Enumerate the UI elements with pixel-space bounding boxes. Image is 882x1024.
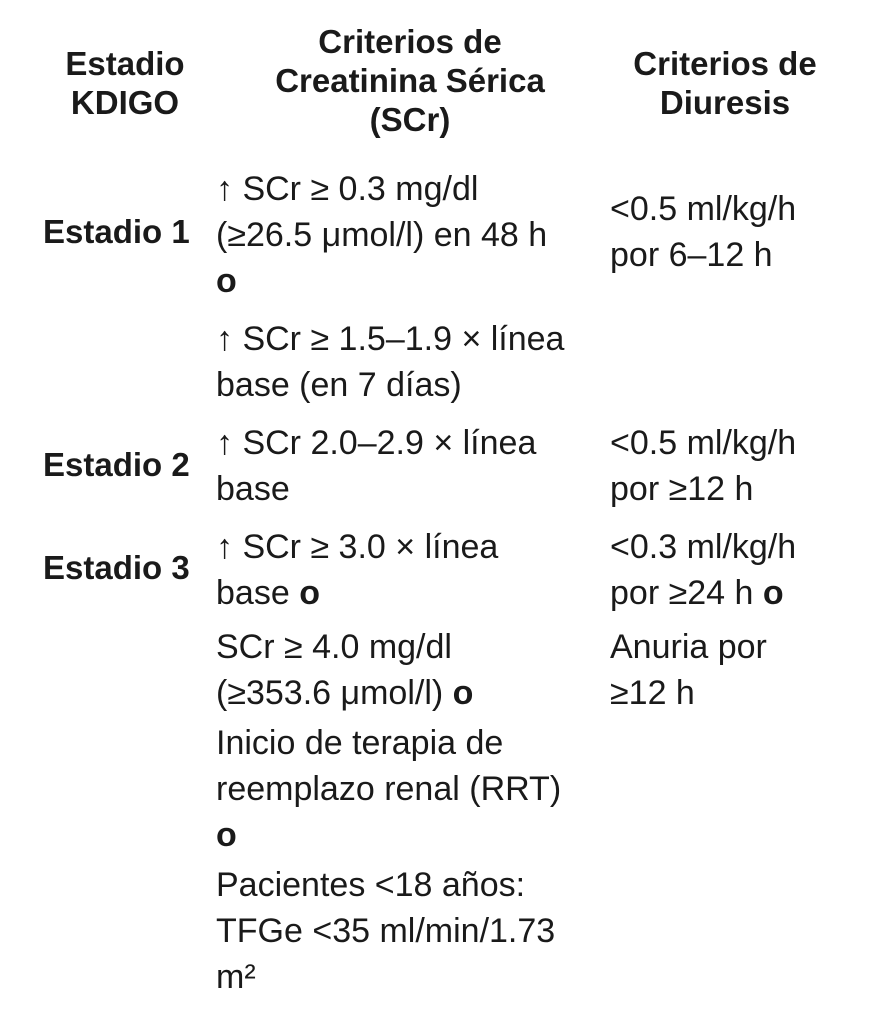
creatinine-stage3-a-line2: base	[216, 574, 290, 612]
header-creatinine: Criterios de Creatinina Sérica (SCr)	[275, 23, 545, 138]
stage-2-label: Estadio 2	[43, 446, 190, 483]
diuresis-stage3-b-line1: Anuria por	[610, 628, 767, 666]
creatinine-stage3-b-line1: SCr ≥ 4.0 mg/dl	[216, 628, 452, 666]
diuresis-stage3-b-line2: ≥12 h	[610, 674, 695, 712]
diuresis-stage2-line1: <0.5 ml/kg/h	[610, 424, 797, 462]
creatinine-stage3-d-line1: Pacientes <18 años:	[216, 866, 526, 904]
stage-1-label: Estadio 1	[43, 213, 190, 250]
diuresis-stage3-a-line2: por ≥24 h	[610, 574, 754, 612]
creatinine-stage3-a-line1: ↑ SCr ≥ 3.0 × línea	[216, 528, 499, 566]
stage-3-label: Estadio 3	[43, 549, 190, 586]
header-stage: Estadio KDIGO	[65, 45, 185, 121]
header-diuresis: Criterios de Diuresis	[633, 45, 817, 121]
creatinine-stage3-criterion-c	[216, 720, 561, 858]
creatinine-stage3-d-line2: TFGe <35 ml/min/1.73	[216, 912, 556, 950]
creatinine-stage2-criterion	[216, 420, 536, 512]
creatinine-stage3-b-line2: (≥353.6 μmol/l)	[216, 674, 444, 712]
diuresis-stage1-criterion	[610, 186, 796, 278]
or-connector: o	[216, 816, 237, 854]
diuresis-stage1-line1: <0.5 ml/kg/h	[610, 190, 797, 228]
creatinine-stage1-a-line2: (≥26.5 μmol/l) en 48 h	[216, 216, 548, 254]
creatinine-stage1-b-line1: ↑ SCr ≥ 1.5–1.9 × línea	[216, 320, 565, 358]
or-connector: o	[216, 262, 237, 300]
creatinine-stage3-criterion-b	[216, 624, 473, 716]
creatinine-stage3-d-line3: m²	[216, 958, 256, 996]
diuresis-stage3-criterion-a	[610, 524, 796, 616]
or-connector: o	[762, 574, 784, 612]
or-connector: o	[452, 674, 474, 712]
creatinine-stage1-b-line2: base (en 7 días)	[216, 366, 462, 404]
creatinine-stage2-line2: base	[216, 470, 290, 508]
creatinine-stage1-criterion-a	[216, 166, 547, 304]
diuresis-stage1-line2: por 6–12 h	[610, 236, 773, 274]
creatinine-stage1-criterion-b	[216, 316, 564, 408]
diuresis-stage2-line2: por ≥12 h	[610, 470, 754, 508]
creatinine-stage2-line1: ↑ SCr 2.0–2.9 × línea	[216, 424, 537, 462]
creatinine-stage3-c-line1: Inicio de terapia de	[216, 724, 504, 762]
creatinine-stage3-criterion-a	[216, 524, 498, 616]
diuresis-stage3-a-line1: <0.3 ml/kg/h	[610, 528, 797, 566]
creatinine-stage3-criterion-d	[216, 862, 555, 1000]
diuresis-stage3-criterion-b	[610, 624, 767, 716]
diuresis-stage2-criterion	[610, 420, 796, 512]
or-connector: o	[299, 574, 320, 612]
creatinine-stage3-c-line2: reemplazo renal (RRT)	[216, 770, 562, 808]
creatinine-stage1-a-line1: ↑ SCr ≥ 0.3 mg/dl	[216, 170, 479, 208]
